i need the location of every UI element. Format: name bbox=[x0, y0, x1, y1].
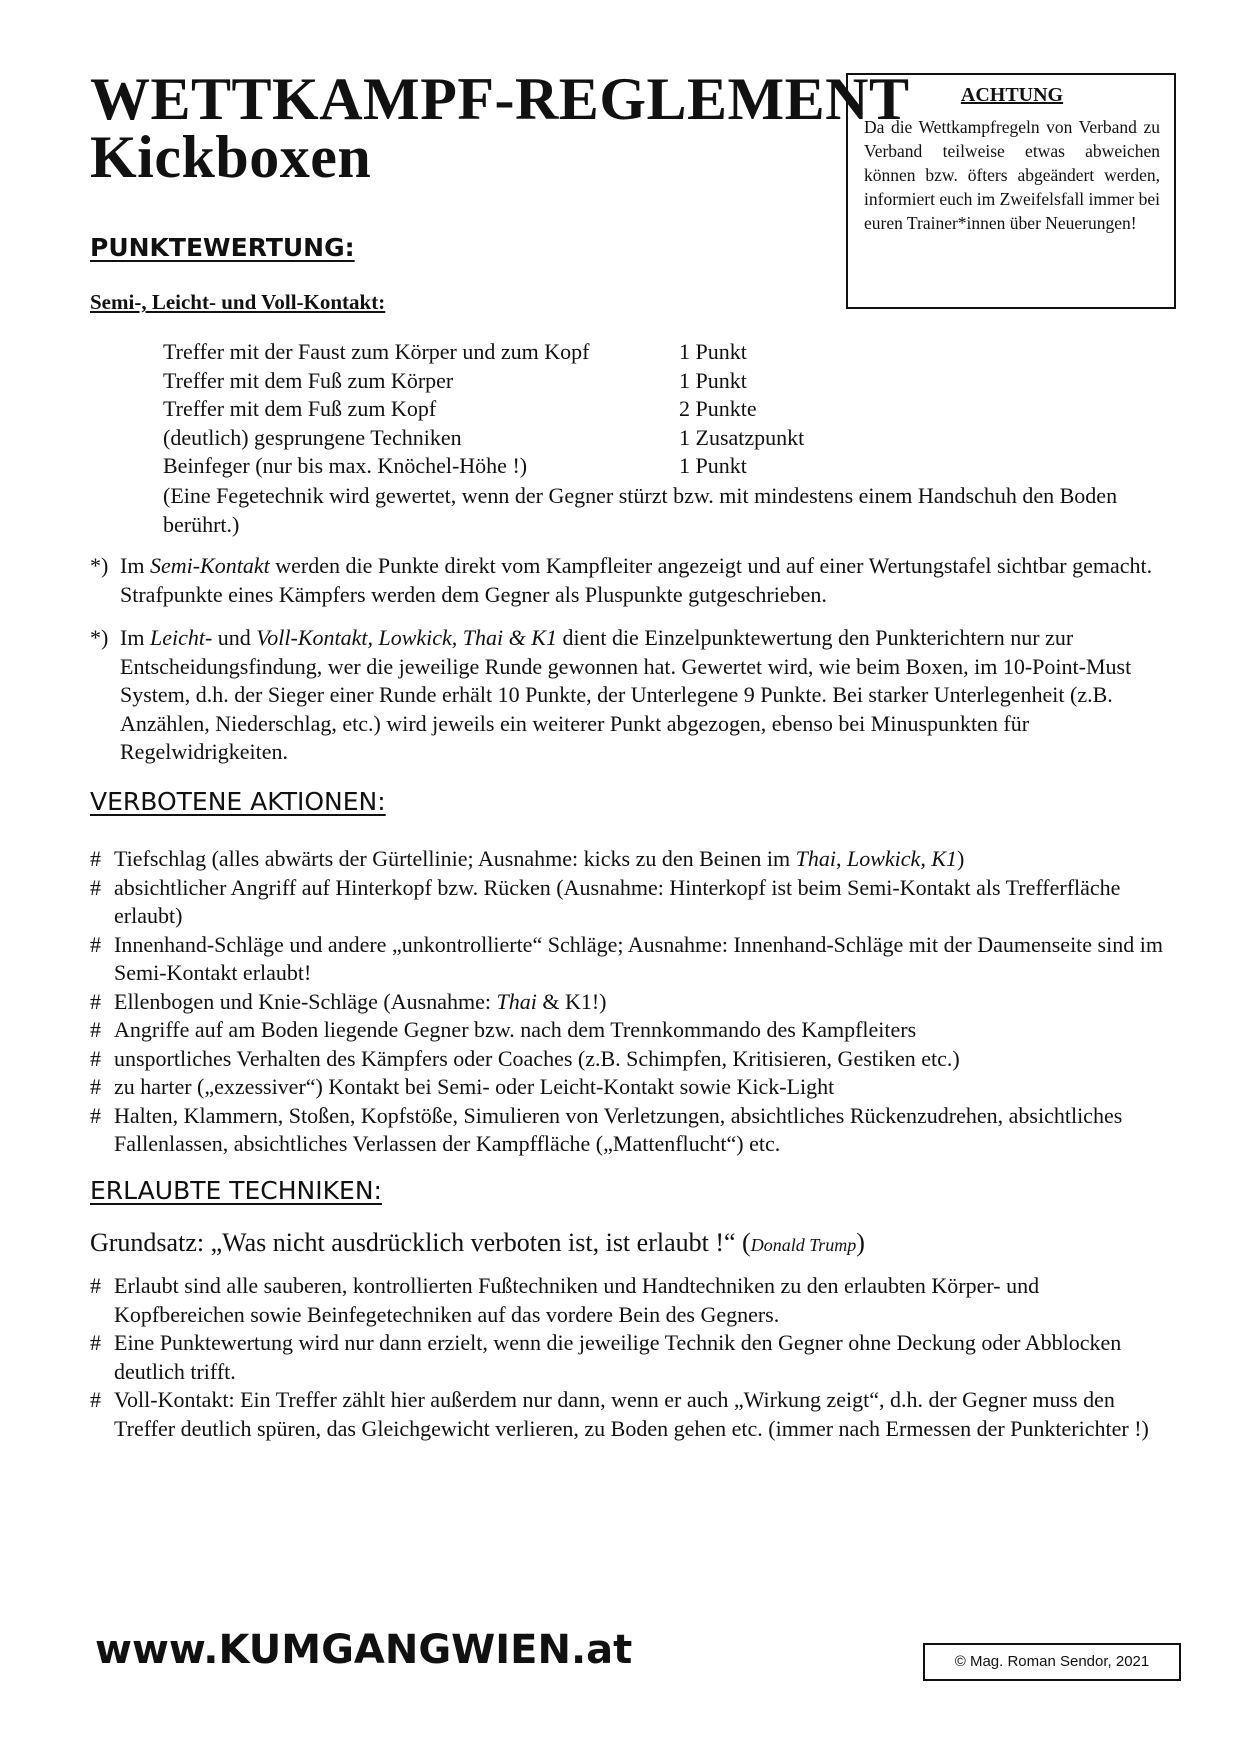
footnote-mark: *) bbox=[90, 625, 109, 650]
para-text: werden die Punkte direkt vom Kampfleiter angezeigt und auf einer Wertungstafel sichtbar gemacht. Strafpunkte eines Kämpfers werden dem Gegner als Pluspunkte gutgeschrieben. bbox=[120, 553, 1153, 607]
list-item: # Ellenbogen und Knie-Schläge (Ausnahme: Thai & K1!) bbox=[90, 988, 607, 1014]
para-text: Im bbox=[120, 553, 150, 578]
para-text: dient die Einzelpunktewertung den Punkterichtern nur zur Entscheidungsfindung, wer die jeweilige Runde gewonnen hat. Gewertet wird, wie beim Boxen, im 10-Point-Must System, d.h. der Sieger einer Runde erhält 10 Punkte, der Unterlegene 9 Punkte. Bei starker Unterlegenheit (z.B. Anzählen, Niederschlag, etc.) wird jeweils ein weiterer Punkt abgezogen, ebenso bei Minuspunkten für Regelwidrigkeiten. bbox=[120, 625, 1132, 764]
notice-text: Da die Wettkampfregeln von Verband zu Verband teilweise etwas abweichen können bzw. öfters abgeändert werden, informiert euch im Zweifelsfall immer bei euren Trainer*innen über Neuerungen! bbox=[864, 117, 1160, 233]
title-line-2: Kickboxen bbox=[90, 124, 372, 190]
scoring-technique: Treffer mit der Faust zum Körper und zum Kopf bbox=[163, 339, 590, 364]
full-contact-paragraph bbox=[90, 624, 1155, 767]
website-url: www.KUMGANGWIEN.at bbox=[95, 1627, 633, 1673]
document-title bbox=[90, 66, 910, 190]
allowed-list bbox=[90, 1272, 1165, 1443]
scoring-row bbox=[163, 367, 804, 396]
title-line-1: WETTKAMPF-REGLEMENT bbox=[90, 66, 910, 132]
principle-quote: Grundsatz: „Was nicht ausdrücklich verboten ist, ist erlaubt !“ (Donald Trump) bbox=[90, 1228, 865, 1257]
scoring-row bbox=[163, 395, 804, 424]
list-item: # Innenhand-Schläge und andere „unkontrollierte“ Schläge; Ausnahme: Innenhand-Schläge mit der Daumenseite sind im Semi-Kontakt erlaubt! bbox=[90, 931, 1163, 985]
scoring-subheading: Semi-, Leicht- und Voll-Kontakt: bbox=[90, 290, 386, 314]
scoring-technique: (deutlich) gesprungene Techniken bbox=[163, 424, 462, 450]
scoring-points: 1 Zusatzpunkt bbox=[679, 424, 805, 450]
list-item: # Angriffe auf am Boden liegende Gegner bzw. nach dem Trennkommando des Kampfleiters bbox=[90, 1017, 917, 1042]
footnote-mark: *) bbox=[90, 553, 109, 578]
scoring-points: 1 Punkt bbox=[679, 453, 747, 478]
forbidden-heading: VERBOTENE AKTIONEN: bbox=[90, 787, 386, 816]
list-item: # Eine Punktewertung wird nur dann erzielt, wenn die jeweilige Technik den Gegner ohne Deckung oder Abblocken deutlich trifft. bbox=[90, 1330, 1122, 1384]
scoring-row bbox=[163, 338, 804, 367]
list-item: # unsportliches Verhalten des Kämpfers oder Coaches (z.B. Schimpfen, Kritisieren, Gestiken etc.) bbox=[90, 1045, 960, 1071]
para-italic: Voll-Kontakt, Lowkick, Thai & K1 bbox=[256, 625, 557, 650]
notice-box bbox=[846, 73, 1176, 309]
list-item: # Voll-Kontakt: Ein Treffer zählt hier außerdem nur dann, wenn er auch „Wirkung zeigt“, d.h. der Gegner muss den Treffer deutlich spüren, das Gleichgewicht verlieren, zu Boden gehen etc. (immer nach Ermessen der Punkterichter !) bbox=[90, 1387, 1149, 1441]
list-item: # absichtlicher Angriff auf Hinterkopf bzw. Rücken (Ausnahme: Hinterkopf ist beim Semi-Kontakt als Trefferfläche erlaubt) bbox=[90, 874, 1121, 928]
list-item: # Halten, Klammern, Stoßen, Kopfstöße, Simulieren von Verletzungen, absichtliches Rückenzudrehen, absichtliches Fallenlassen, absichtliches Verlassen der Kampffläche („Mattenflucht“) etc. bbox=[90, 1102, 1123, 1156]
para-italic: Leicht- bbox=[149, 625, 213, 650]
scoring-technique: Treffer mit dem Fuß zum Kopf bbox=[163, 396, 437, 421]
scoring-row bbox=[163, 452, 804, 481]
para-text: und bbox=[212, 625, 257, 650]
para-italic: Semi-Kontakt bbox=[149, 553, 270, 578]
scoring-technique: Treffer mit dem Fuß zum Körper bbox=[163, 367, 454, 393]
semi-contact-paragraph bbox=[90, 552, 1165, 609]
principle-author: Donald Trump bbox=[750, 1235, 857, 1255]
scoring-technique: Beinfeger (nur bis max. Knöchel-Höhe !) bbox=[163, 453, 528, 478]
scoring-points: 2 Punkte bbox=[679, 396, 757, 421]
sweep-note: (Eine Fegetechnik wird gewertet, wenn der Gegner stürzt bzw. mit mindestens einem Handschuh den Boden berührt.) bbox=[163, 483, 1118, 537]
para-text: Im bbox=[120, 625, 150, 650]
scoring-table bbox=[163, 338, 804, 481]
notice-heading: ACHTUNG bbox=[960, 84, 1064, 106]
allowed-heading: ERLAUBTE TECHNIKEN: bbox=[90, 1176, 382, 1205]
copyright-box: © Mag. Roman Sendor, 2021 bbox=[923, 1643, 1181, 1681]
scoring-points: 1 Punkt bbox=[679, 367, 747, 393]
list-item: # Tiefschlag (alles abwärts der Gürtellinie; Ausnahme: kicks zu den Beinen im Thai, Lowkick, K1) bbox=[90, 846, 965, 871]
forbidden-list bbox=[90, 845, 1170, 1159]
list-item: # zu harter („exzessiver“) Kontakt bei Semi- oder Leicht-Kontakt sowie Kick-Light bbox=[90, 1074, 835, 1099]
scoring-points: 1 Punkt bbox=[679, 339, 747, 364]
list-item: # Erlaubt sind alle sauberen, kontrollierten Fußtechniken und Handtechniken zu den erlaubten Körper- und Kopfbereichen sowie Beinfegetechniken auf das vordere Bein des Gegners. bbox=[90, 1273, 1040, 1327]
scoring-heading: PUNKTEWERTUNG: bbox=[90, 233, 355, 262]
scoring-row bbox=[163, 424, 804, 453]
